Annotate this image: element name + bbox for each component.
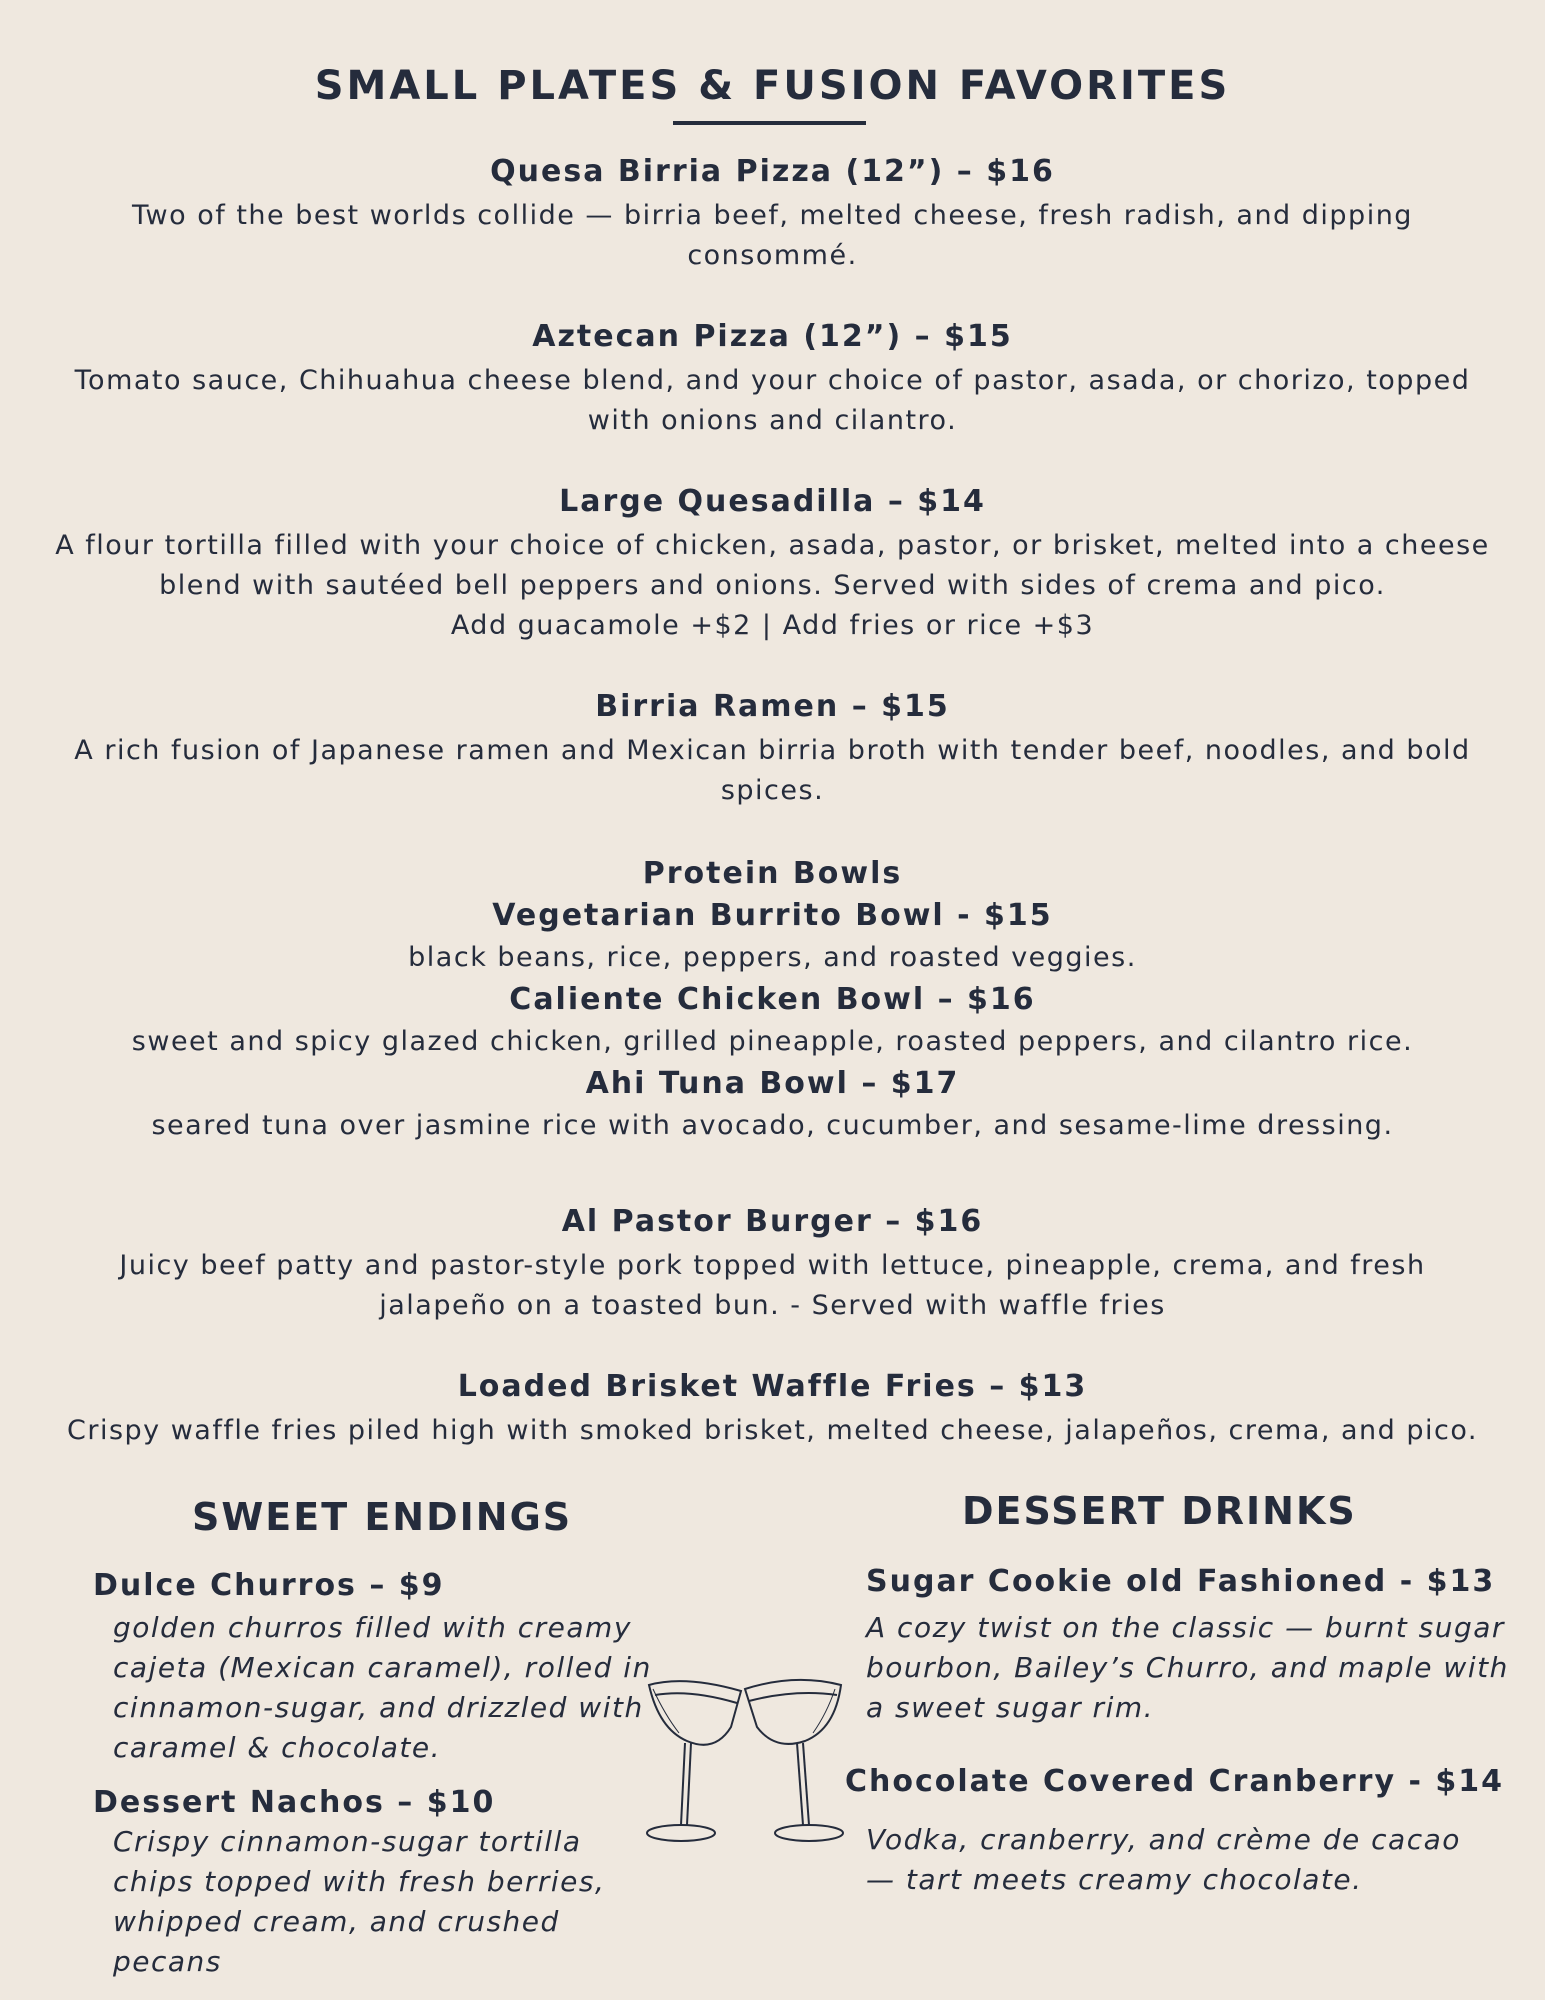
bowl-name: Ahi Tuna Bowl – $17: [585, 1066, 960, 1101]
drink-description: Vodka, cranberry, and crème de cacao — tart meets creamy chocolate.: [866, 1823, 1461, 1896]
bowl-description: sweet and spicy glazed chicken, grilled pineapple, roasted peppers, and cilantro rice.: [131, 1026, 1414, 1057]
menu-item: [20, 1367, 1525, 1451]
item-name: Loaded Brisket Waffle Fries – $13: [457, 1369, 1088, 1404]
item-description: Juicy beef patty and pastor-style pork topped with lettuce, pineapple, crema, and fresh jalapeño on a toasted bun. - Served with waffle fries: [119, 1250, 1426, 1321]
item-name: Quesa Birria Pizza (12”) – $16: [490, 154, 1055, 189]
sweet-endings-title: SWEET ENDINGS: [192, 1495, 573, 1539]
bowl-name: Caliente Chicken Bowl – $16: [509, 982, 1036, 1017]
drink-name: Chocolate Covered Cranberry - $14: [845, 1764, 1504, 1799]
dessert-name: Dulce Churros – $9: [93, 1568, 445, 1603]
bowls-heading: Protein Bowls: [642, 856, 903, 891]
menu-item: [20, 317, 1525, 441]
dessert-drinks-title: DESSERT DRINKS: [962, 1489, 1357, 1533]
drink-name: Sugar Cookie old Fashioned - $13: [866, 1564, 1496, 1599]
item-name: Large Quesadilla – $14: [559, 484, 986, 519]
dessert-description: golden churros filled with creamy cajeta (Mexican caramel), rolled in cinnamon-sugar, and drizzled with caramel & chocolate.: [113, 1611, 652, 1764]
dessert-description: Crispy cinnamon-sugar tortilla chips topped with fresh berries, whipped cream, and crushed pecans: [113, 1825, 606, 1978]
bowl-name: Vegetarian Burrito Bowl - $15: [492, 898, 1053, 933]
item-name: Birria Ramen – $15: [595, 689, 950, 724]
menu-item: [20, 152, 1525, 276]
item-description: Two of the best worlds collide — birria beef, melted cheese, fresh radish, and dipping consommé.: [132, 200, 1413, 271]
item-description: A rich fusion of Japanese ramen and Mexican birria broth with tender beef, noodles, and bold spices.: [74, 735, 1471, 806]
section-title: SMALL PLATES & FUSION FAVORITES: [314, 63, 1231, 109]
title-underline: [673, 121, 866, 125]
item-description: Crispy waffle fries piled high with smoked brisket, melted cheese, jalapeños, crema, and pico.: [67, 1415, 1478, 1446]
menu-item: [20, 482, 1525, 646]
protein-bowls: [20, 854, 1525, 1146]
dessert-name: Dessert Nachos – $10: [93, 1785, 496, 1820]
drink-description: A cozy twist on the classic — burnt sugar bourbon, Bailey’s Churro, and maple with a sweet sugar rim.: [866, 1611, 1509, 1724]
item-description: Tomato sauce, Chihuahua cheese blend, and your choice of pastor, asada, or chorizo, topped with onions and cilantro.: [74, 365, 1471, 436]
cocktail-glasses-icon: [645, 1675, 845, 1850]
item-addons: Add guacamole +$2 | Add fries or rice +$3: [450, 610, 1095, 641]
item-name: Aztecan Pizza (12”) – $15: [532, 319, 1013, 354]
menu-item: [20, 1202, 1525, 1326]
item-name: Al Pastor Burger – $16: [561, 1204, 984, 1239]
item-description: A flour tortilla filled with your choice of chicken, asada, pastor, or brisket, melted into a cheese blend with sautéed bell peppers and onions. Served with sides of crema and pico.: [55, 530, 1490, 601]
bowl-description: black beans, rice, peppers, and roasted veggies.: [408, 942, 1137, 973]
bowl-description: seared tuna over jasmine rice with avocado, cucumber, and sesame-lime dressing.: [151, 1110, 1394, 1141]
menu-item: [20, 687, 1525, 811]
